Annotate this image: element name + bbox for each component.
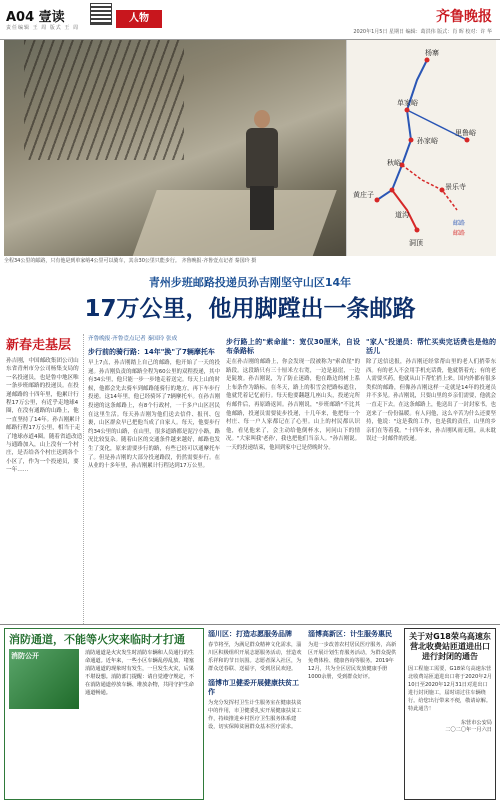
map-label: 秋峪: [387, 159, 401, 167]
news-title: 淄川区：打造志愿服务品牌: [208, 630, 292, 638]
newspaper-logo: 齐鲁晚报: [436, 9, 492, 25]
column-text: 早上7点，孙吉刚踏上自己的邮路，他开始了一天的投递。孙吉刚负责的邮路全程为60公里的双程投递，其中有34公里，他只能一步一步地走着送完。每天上山的时候，他都会先去骑车到邮路能骑行的地方，再下车步行投递。这14年里，他已经骑坏了7辆摩托车。在孙吉刚投递的这条邮路上，有8个行政村，一千多户山区居民在这里生活。每天孙吉刚为他们送去信件、报刊、包裹，山区群众早已把他当成了自家人。每天，他要步行约34公里的山路，在山里，很多道路都是泥泞小路，路况比较复杂。随着山区的交通条件越来越好，邮路也发生了变化，原来需要步行的路，有些已经可以通摩托车了。但是孙吉刚的大部分投递路段，仍然需要步行。在从业的十多年里，孙吉刚累计行程达到17万公里。: [88, 360, 220, 470]
ad-text: 消防通道是火灾发生时消防车辆和人员通行的生命通道。近年来，一些小区车辆乱停乱放、堵塞消防通道的现象时有发生，一旦发生火灾，后果不堪设想。消防部门提醒：请自觉遵守规定，不在消防通道停放车辆、堆放杂物，共同守护生命通道畅通。: [85, 650, 194, 696]
article-column-3: [366, 334, 496, 622]
sidebar-text: 孙吉刚，中国邮政集团公司山东省青州市分公司杨集支局的一名投递员，也是鲁中地区唯一条步班邮路的投递员。在投递邮路的十四年里，他累计行程17万公里，有近乎走地球4圈，在没有通路的山路上，他一直坚持了14年。孙吉刚累计邮路行程17万公里，相当于走了地球赤道4圈。随着省道改造与通路加入，山上没有一个村庄，是否给各个村庄送到各个小区了，作为一个投递员，要一年……: [6, 358, 83, 474]
map-label: 洞顶: [409, 239, 423, 247]
map-legend: 邮路: [453, 230, 466, 237]
page-editor-line: 责任编辑 王 周 版式 王 周: [6, 25, 79, 31]
map-label: 单家峪: [397, 99, 418, 107]
news-brief-2: [308, 630, 400, 798]
article-title: 17万公里，他用脚蹚出一条邮路: [84, 296, 416, 322]
route-map-svg: [347, 40, 497, 256]
map-legend: 邮路: [453, 220, 466, 227]
notice-signature: 东营市公安局 二〇二〇年一月六日: [445, 720, 492, 733]
column-text: 走在孙吉刚的邮路上，你会发现一段被称为"索命崖"的路段。这段路只有三十厘米左右宽，一边是悬崖，一边是陡坡。孙吉刚说，为了防止迷路，他在路边的树上系上布条作为路标。在冬天，路上的积雪会把路标遮住，他就凭着记忆前行。每天他要翻越几座山头，投递完所有邮件后，再原路返回。孙吉刚说，"步班邮路"不比其他邮路，投递员需要徒步投递，十几年来，他把每一个村庄、每一户人家都记在了心里。山上的村民都认识他，看见他来了，会主动给他倒杯水，问问山下的情况。"大家叫我'老孙'，我也把他们当亲人。"孙吉刚说。一天的投递结束，他回到家中已是傍晚时分。: [226, 359, 360, 451]
column-brand: 新春走基层: [6, 338, 72, 353]
article-subtitle: 青州步班邮路投递员孙吉刚坚守山区14年: [148, 276, 352, 289]
map-label: 道沟: [395, 211, 409, 219]
news-title: 淄博市卫健委开展健康扶贫工作: [208, 679, 299, 696]
traffic-notice: [404, 628, 496, 800]
notice-title: 关于对G18荣乌高速东营北收费站匝道进出口进行封闭的通告: [409, 632, 491, 661]
qr-code-icon: [90, 3, 112, 25]
photo-path: [131, 190, 336, 256]
section-divider: [0, 624, 500, 625]
news-brief-1: [208, 630, 304, 798]
route-map: [346, 40, 496, 256]
article-column-1: [88, 344, 220, 622]
photo-postman: [242, 110, 282, 230]
column-subhead: 步行前的骑行路：14年"换"了7辆摩托车: [88, 348, 215, 356]
map-label: 杨寨: [425, 49, 439, 57]
fire-safety-ad: [4, 628, 204, 800]
lead-photo: [4, 40, 346, 256]
photo-caption: 全程34公里的邮路，只有他是到单家峪4公里可以骑车，其余30公里只能步行。 齐鲁晚报·齐鲁壹点记者 秦国玲 摄: [4, 258, 257, 264]
byline: 齐鲁晚报·齐鲁壹点记者 秦国玲 张成: [88, 336, 178, 342]
ad-title: 消防通道，不能等火灾来临时才打通: [9, 633, 185, 646]
news-text: 为充分发挥村卫生计生服务室在健康扶贫中的作用，市卫健委扎实开展健康扶贫工作，持续推进乡村医疗卫生服务体系建设，切实保障贫困群众基本医疗需求。: [208, 700, 302, 730]
article-column-2: [226, 334, 360, 622]
news-title: 淄博高新区：计生服务惠民: [308, 630, 392, 638]
page-header: [0, 0, 500, 40]
column-subhead: 步行路上的"索命崖"：宽仅30厘米，自设布条路标: [226, 338, 360, 355]
section-tag: 人物: [116, 10, 162, 28]
page-meta: 2020年1月5日 星期日 编辑：葛洪伟 版式：肖 晖 校对：许 华: [353, 29, 492, 35]
sidebar-intro: [6, 334, 84, 624]
map-label: 黄庄子: [353, 191, 374, 199]
map-label: 孙家峪: [417, 137, 438, 145]
column-text: 除了送信送报，孙吉刚还经常帮山里的老人们捎带东西。有的老人不会用手机充话费，他就帮着充；有的老人需要买药，他就从山下帮忙捎上来。国内外都有很多类似的邮路，但像孙吉刚这样一走就是14年的投递员并不多见。孙吉刚说，只要山里的乡亲们需要，他就会一直走下去。在这条邮路上，他送出了一封封家书，也送来了一份份温暖。有人问他，这么辛苦为什么还要坚持，他说："这是我的工作，也是我的责任，山里的乡亲们在等着我。"十四年来，孙吉刚风雨无阻，从未耽误过一封邮件的投递。: [366, 359, 496, 443]
page-number: A04 壹读: [6, 10, 65, 25]
news-text: 为进一步改善农村居民医疗服务，高新区开展计划生育服务活动，为群众提供免费体检、健康咨询等服务。2019年12月，共为全区居民发放健康手册1000余册，受到群众好评。: [308, 642, 397, 680]
map-label: 里鲁峪: [455, 129, 476, 137]
news-text: 春节将至，为满足群众精神文化需求，淄川区积极组织开展志愿服务活动，营造欢乐祥和的节日氛围。志愿者深入社区，为群众送春联、送福字，受到居民欢迎。: [208, 642, 302, 672]
ad-image-label: 消防公开: [11, 652, 39, 660]
photo-trees: [24, 40, 184, 160]
column-subhead: "家人"投递员：帮忙买卖完话费也是他的活儿: [366, 338, 496, 355]
map-label: 景乐寺: [445, 183, 466, 191]
notice-text: 因工程施工需要，G18荣乌高速东营北收费站匝道进出口将于2020年2月10日至2020年12月31日对进出口进行封闭施工，届时请过往车辆绕行。给您出行带来不便，敬请谅解。特此通告！: [408, 666, 492, 712]
